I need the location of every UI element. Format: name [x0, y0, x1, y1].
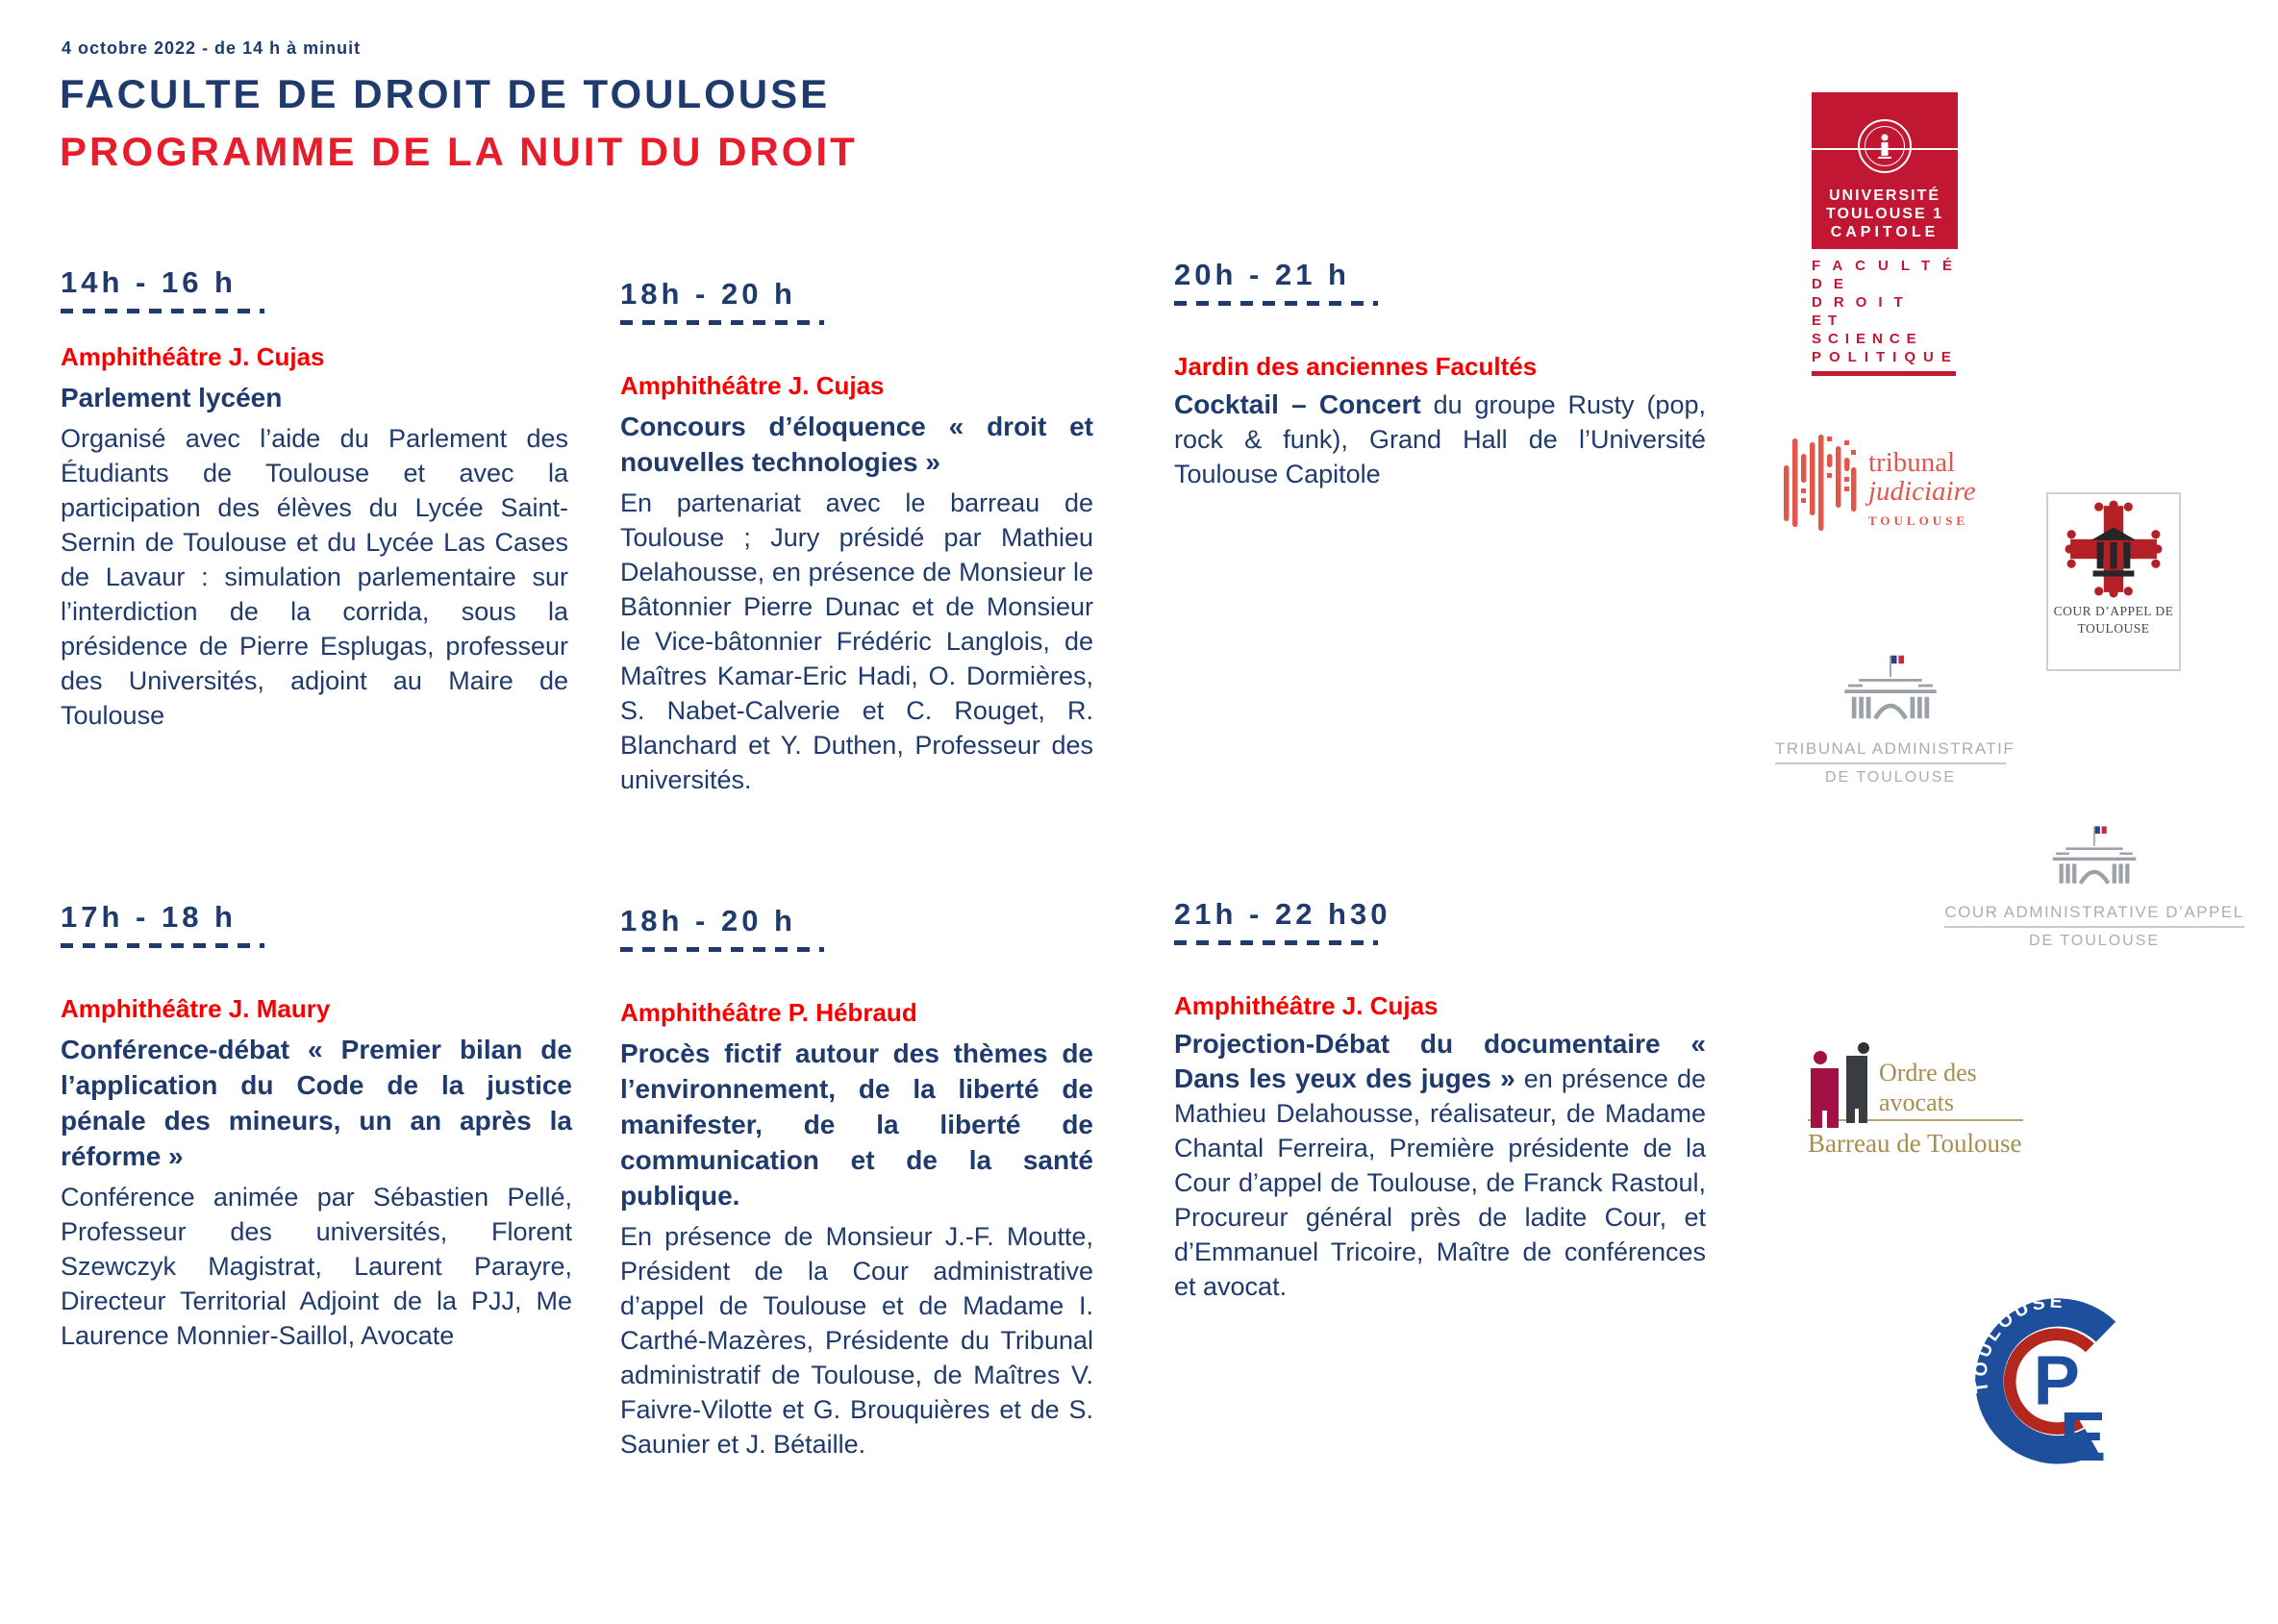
avocats-figures-icon [1808, 1037, 1871, 1131]
tj-word1: tribunal [1868, 447, 1956, 478]
ordre-avocats-wordmark [1879, 1058, 1977, 1117]
faculty-line4: POLITIQUE [1812, 349, 1959, 365]
caa-line2: DE TOULOUSE [2028, 933, 2161, 949]
event-description: En présence de Monsieur J.-F. Moutte, Président de la Cour administrative d’appel de Toulouse et de Madame I. Carthé-Mazères, Présidente du Tribunal administratif de Toulouse, de Maîtres V. Faivre-Vilotte et G. Brouquières et de S. Saunier et J. Bétaille. [620, 1222, 1093, 1459]
event-title: Conférence-débat « Premier bilan de l’application du Code de la justice pénale des mineurs, un an après la réforme » [61, 1035, 572, 1171]
event-time: 18h - 20 h [620, 277, 796, 311]
dashed-divider [620, 947, 824, 952]
seal-figure-icon [1874, 132, 1895, 161]
dashed-divider [620, 320, 824, 325]
pe-letter-p: P [2033, 1341, 2080, 1420]
logo-cour-dappel-toulouse [2046, 492, 2181, 671]
courthouse-icon [1827, 652, 1954, 735]
event-projection-debat [1174, 897, 1706, 1304]
event-description-text: du groupe Rusty (pop, rock & funk), Grand Hall de l’Université Toulouse Capitole [1174, 390, 1706, 488]
event-title-inline: Projection-Débat du documentaire « Dans les yeux des juges » [1174, 1029, 1706, 1093]
tj-word2: judiciaire [1868, 476, 1976, 507]
logo-cour-administrative-dappel [1944, 823, 2244, 950]
caa-rule [1944, 926, 2244, 928]
event-description-text: en présence de Mathieu Delahousse, réalisateur, de Madame Chantal Ferreira, Première présidente de la Cour d’appel de Toulouse, de Franck Rastoul, Procureur général près de ladite Cour, et d’Emmanuel Tricoire, Maître de conférences et avocat. [1174, 1064, 1707, 1301]
pe-circle-icon [1967, 1294, 2156, 1468]
ut1-line1: UNIVERSITÉ [1828, 187, 1940, 204]
event-description [1174, 1027, 1706, 1304]
event-title: Concours d’éloquence « droit et nouvelles technologies » [620, 412, 1093, 477]
event-venue: Amphithéâtre J. Maury [61, 994, 331, 1023]
tj-city: TOULOUSE [1868, 513, 1969, 528]
ut1-red-panel [1812, 92, 1958, 249]
event-time: 21h - 22 h30 [1174, 897, 1391, 931]
dashed-divider [61, 943, 264, 948]
event-venue: Amphithéâtre P. Hébraud [620, 998, 917, 1027]
faculty-wordmark [1812, 257, 1965, 366]
ut1-wordmark [1812, 187, 1958, 241]
event-conference-debat [61, 900, 572, 1353]
event-description: En partenariat avec le barreau de Toulouse ; Jury présidé par Mathieu Delahousse, en présence de Monsieur le Bâtonnier Pierre Dunac et de Monsieur le Vice-bâtonnier Frédéric Langlois, de Maîtres Kamar-Eric Hadi, O. Dormières, S. Nabet-Calverie et C. Rouget, R. Blanchard et Y. Duthen, Professeur des universités. [620, 488, 1093, 794]
tribunal-judiciaire-bars-icon [1782, 429, 1859, 542]
page-title: FACULTE DE DROIT DE TOULOUSE [60, 71, 831, 116]
courthouse-icon [2039, 823, 2150, 898]
event-description [1174, 387, 1706, 491]
dashed-divider [61, 309, 264, 313]
logo-parlement-etudiants-toulouse [1967, 1294, 2156, 1473]
faculty-line1: FACULTÉ [1812, 258, 1965, 274]
ca-line1: COUR D’APPEL DE [2053, 604, 2174, 618]
event-description: Organisé avec l’aide du Parlement des Étudiants de Toulouse et avec la participation des élèves du Lycée Saint-Sernin de Toulouse et du Lycée Las Cases de Lavaur : simulation parlementaire sur l’interdiction de la corrida, sous la présidence de Pierre Esplugas, professeur des Universités, adjoint au Maire de Toulouse [61, 424, 568, 730]
event-time: 17h - 18 h [61, 900, 237, 934]
event-proces-fictif [620, 904, 1093, 1462]
university-seal-icon [1858, 119, 1912, 173]
event-description: Conférence animée par Sébastien Pellé, Professeur des universités, Florent Szewczyk Magistrat, Laurent Parayre, Directeur Territorial Adjoint de la PJJ, Me Laurence Monnier-Saillol, Avocate [61, 1183, 572, 1350]
ta-rule [1775, 762, 2006, 764]
event-venue: Amphithéâtre J. Cujas [620, 371, 885, 400]
event-time: 20h - 21 h [1174, 258, 1350, 291]
event-venue: Amphithéâtre J. Cujas [61, 342, 325, 371]
caa-line1: COUR ADMINISTRATIVE D’APPEL [1944, 903, 2244, 921]
ta-line1: TRIBUNAL ADMINISTRATIF [1775, 739, 2015, 758]
event-time: 14h - 16 h [61, 265, 237, 299]
event-venue: Jardin des anciennes Facultés [1174, 352, 1538, 381]
faculty-line2: DE DROIT [1812, 276, 1915, 311]
faculty-line3: ET SCIENCE [1812, 312, 1923, 347]
ca-line2: TOULOUSE [2077, 621, 2150, 636]
logo-tribunal-administratif [1775, 652, 2015, 787]
event-cocktail-concert [1174, 258, 1706, 491]
logo-tribunal-judiciaire [1782, 429, 1976, 542]
cour-appel-wordmark [2048, 603, 2179, 637]
logo-universite-toulouse-capitole [1812, 92, 1965, 376]
dashed-divider [1174, 940, 1378, 945]
date-line: 4 octobre 2022 - de 14 h à minuit [62, 38, 362, 58]
page-subtitle: PROGRAMME DE LA NUIT DU DROIT [60, 129, 858, 174]
pe-arc-text: TOULOUSE [1969, 1294, 2067, 1394]
ut1-line2: TOULOUSE 1 [1826, 206, 1943, 222]
event-parlement-lyceen [61, 265, 568, 733]
event-title: Procès fictif autour des thèmes de l’environnement, de la liberté de manifester, de la liberté de communication et de la santé publique. [620, 1038, 1093, 1211]
event-title: Parlement lycéen [61, 383, 283, 412]
ta-line2: DE TOULOUSE [1824, 769, 1957, 786]
faculty-underline [1812, 371, 1956, 376]
pe-letter-e: E [2060, 1398, 2107, 1468]
event-concours-eloquence [620, 277, 1093, 797]
event-venue: Amphithéâtre J. Cujas [1174, 991, 1439, 1020]
ut1-line3: CAPITOLE [1830, 224, 1940, 240]
oa-line1: Ordre des [1879, 1059, 1977, 1087]
oa-line2: avocats [1879, 1088, 1954, 1116]
occitan-cross-icon [2065, 500, 2163, 598]
logo-ordre-des-avocats [1808, 1037, 2023, 1159]
dashed-divider [1174, 301, 1378, 306]
event-time: 18h - 20 h [620, 904, 796, 937]
oa-barreau: Barreau de Toulouse [1808, 1129, 2022, 1158]
tribunal-judiciaire-wordmark [1868, 448, 1976, 542]
event-title-inline: Cocktail – Concert [1174, 389, 1421, 419]
